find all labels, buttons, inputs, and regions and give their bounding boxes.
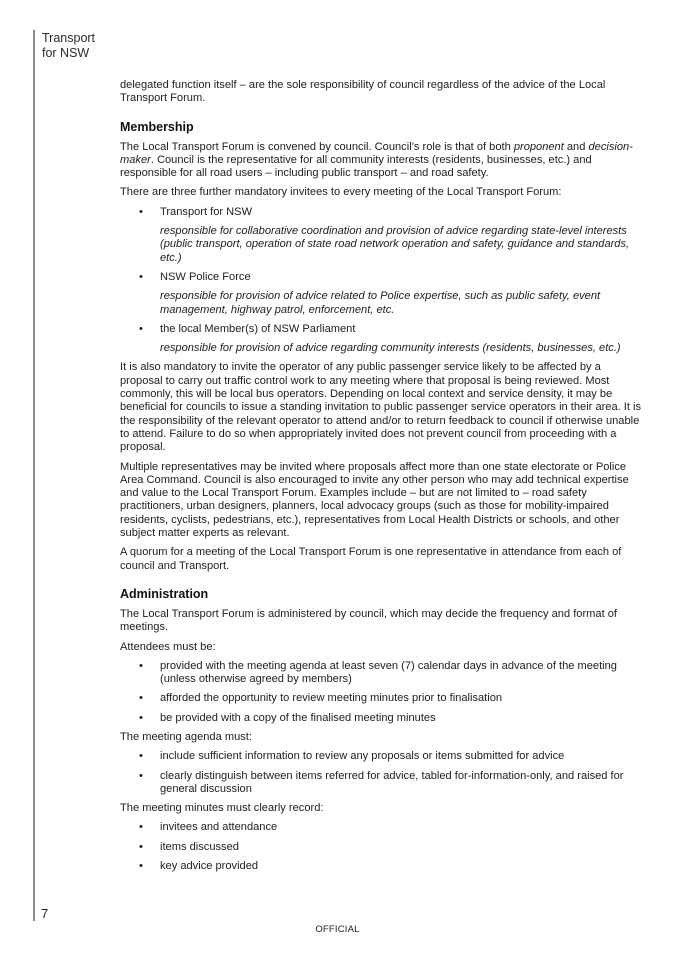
list-item (120, 660, 645, 687)
bullet-icon: • (139, 692, 143, 705)
bullet-icon: • (139, 860, 143, 873)
emphasis-proponent: proponent (513, 140, 564, 153)
bullet-icon: • (139, 711, 143, 724)
list-item (120, 770, 645, 797)
bullet-icon: • (139, 769, 143, 782)
bullet-icon: • (139, 840, 143, 853)
invitee-name: NSW Police Force (160, 270, 251, 283)
brand-header (42, 31, 95, 61)
minutes-intro: The meeting minutes must clearly record: (120, 802, 324, 815)
list-item-text: key advice provided (160, 860, 259, 873)
attendees-intro: Attendees must be: (120, 640, 216, 653)
list-item (120, 712, 645, 725)
emphasis-decision-maker: decision-maker (120, 140, 633, 166)
list-item (120, 692, 645, 705)
list-item-text: provided with the meeting agenda at least seven (7) calendar days in advance of the meeting (unless otherwise agreed by members) (160, 659, 617, 686)
classification-label: OFFICIAL (315, 924, 360, 935)
membership-paragraph-3: It is also mandatory to invite the operator of any public passenger service likely to be affected by a proposal to carry out traffic control work to any meeting where that proposal is being reviewed. Most commonly, this will be local bus operators. Depending on local context and service density, it may be beneficial for councils to issue a standing invitation to public passenger service operators in their area. It is the responsibility of the relevant operator to attend and/or to return feedback to council if otherwise unable to attend. Failure to do so when appropriately invited does not prevent council from proceeding with a proposal. (120, 361, 642, 454)
list-item (120, 750, 645, 763)
list-item (120, 841, 645, 854)
agenda-intro: The meeting agenda must: (120, 730, 252, 743)
list-item (120, 323, 645, 356)
invitee-description: responsible for collaborative coordination and provision of advice regarding state-level interests (public transport, operation of state road network operation and safety, guidance and standards, etc.) (160, 225, 630, 264)
attendees-list (120, 660, 645, 725)
bullet-icon: • (139, 270, 143, 283)
list-item-text: invitees and attendance (160, 821, 278, 834)
bullet-icon: • (139, 659, 143, 672)
bullet-icon: • (139, 821, 143, 834)
mandatory-invitees-list (120, 206, 645, 356)
brand-line-1: Transport (42, 31, 96, 45)
invitee-name: Transport for NSW (160, 205, 253, 218)
membership-paragraph-4: Multiple representatives may be invited where proposals affect more than one state electorate or Police Area Command. Council is also encouraged to invite any other person who may add technical expertise and value to the Local Transport Forum. Examples include – but are not limited to – road safety practitioners, urban designers, planners, local advocacy groups (such as those for mobility-impaired residents, cyclists, pedestrians, etc.), representatives from Local Health Districts or schools, and other subject matter experts as relevant. (120, 460, 629, 540)
administration-paragraph-1: The Local Transport Forum is administered by council, which may decide the frequency and format of meetings. (120, 607, 617, 634)
bullet-icon: • (139, 750, 143, 763)
text-run: and (563, 140, 589, 153)
text-run: . Council is the representative for all community interests (residents, businesses, etc.) and responsible for all road users – including public transport – and road safety. (120, 153, 592, 180)
membership-heading: Membership (120, 119, 194, 134)
membership-paragraph-2: There are three further mandatory invitees to every meeting of the Local Transport Forum: (120, 186, 562, 199)
list-item (120, 821, 645, 834)
invitee-description: responsible for provision of advice related to Police expertise, such as public safety, event management, highway patrol, enforcement, etc. (160, 290, 601, 316)
list-item-text: items discussed (160, 840, 239, 853)
list-item-text: afforded the opportunity to review meeting minutes prior to finalisation (160, 692, 503, 705)
list-item-text: be provided with a copy of the finalised meeting minutes (160, 711, 436, 724)
minutes-list (120, 821, 645, 873)
invitee-description: responsible for provision of advice regarding community interests (residents, businesses, etc.) (160, 342, 621, 355)
document-body (120, 79, 645, 879)
bullet-icon: • (139, 322, 143, 335)
page-number: 7 (41, 906, 49, 921)
intro-paragraph: delegated function itself – are the sole responsibility of council regardless of the advice of the Local Transport Forum. (120, 79, 606, 105)
invitee-name: the local Member(s) of NSW Parliament (160, 322, 356, 335)
margin-rule (33, 30, 35, 921)
brand-line-2: for NSW (42, 46, 90, 60)
membership-paragraph-5: A quorum for a meeting of the Local Transport Forum is one representative in attendance from each of council and Transport. (120, 546, 622, 572)
administration-heading: Administration (120, 586, 209, 601)
membership-paragraph-1 (120, 141, 645, 181)
list-item (120, 271, 645, 317)
bullet-icon: • (139, 205, 143, 218)
list-item-text: clearly distinguish between items referred for advice, tabled for-information-only, and raised for general discussion (160, 769, 624, 795)
list-item-text: include sufficient information to review any proposals or items submitted for advice (160, 750, 565, 763)
list-item (120, 206, 645, 265)
list-item (120, 860, 645, 873)
text-run: The Local Transport Forum is convened by council. Council’s role is that of both (120, 140, 514, 153)
agenda-list (120, 750, 645, 796)
